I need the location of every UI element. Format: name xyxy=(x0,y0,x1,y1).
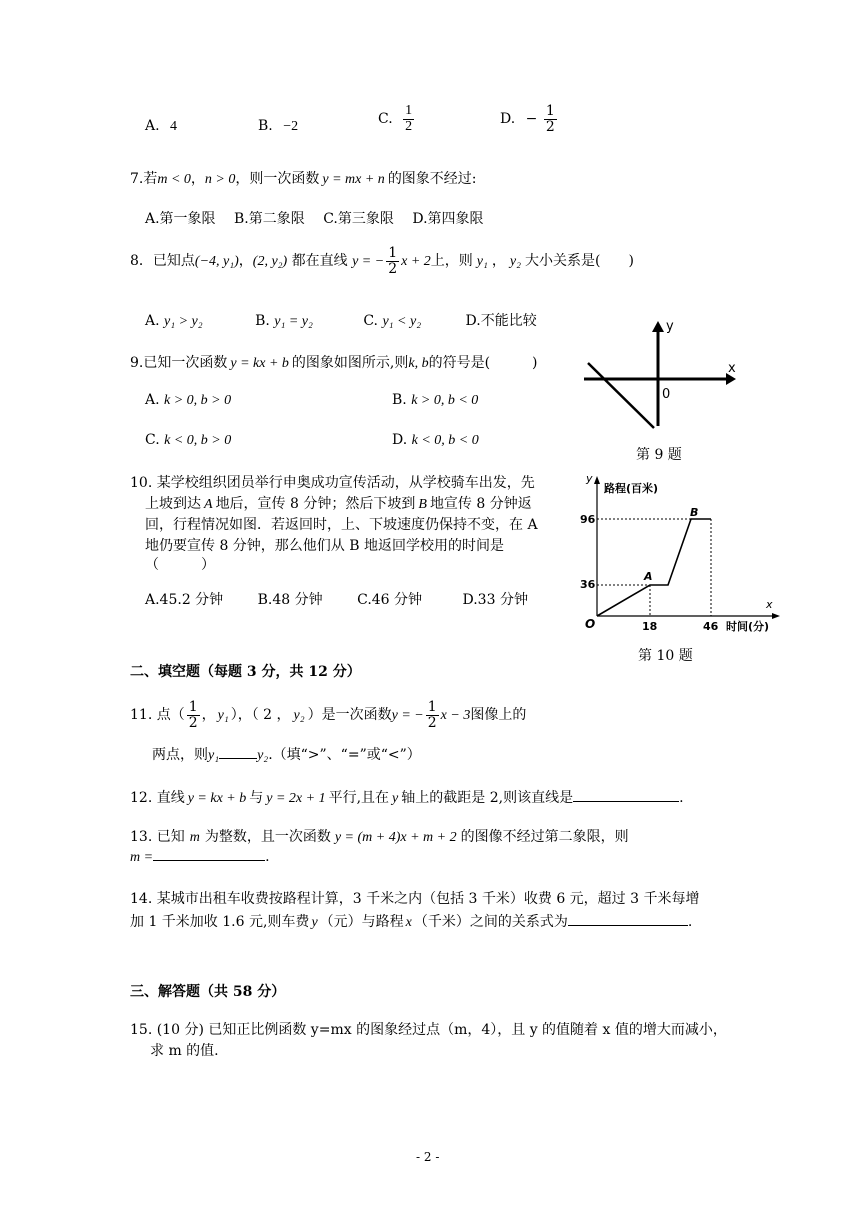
q10-line1: 10. 某学校组织团员举行申奥成功宣传活动，从学校骑车出发，先 xyxy=(130,475,535,491)
option-label: A. xyxy=(145,118,160,134)
y-axis-label: y xyxy=(586,472,593,485)
text: 都在直线 xyxy=(291,253,348,270)
origin-label: 0 xyxy=(662,387,671,402)
math: m < 0 xyxy=(157,172,191,187)
text: 的符号是( ) xyxy=(428,355,538,371)
fraction xyxy=(187,700,200,730)
math: y₁ xyxy=(208,748,220,763)
q6-option-a xyxy=(145,118,177,135)
math: y xyxy=(392,791,399,806)
function-line xyxy=(588,363,654,428)
option: B.第二象限 xyxy=(234,211,305,227)
fraction xyxy=(386,246,399,276)
math: n > 0 xyxy=(204,172,236,187)
page-number: - 2 - xyxy=(416,1150,440,1164)
option xyxy=(255,313,313,329)
q11-line1 xyxy=(130,700,526,730)
route-line xyxy=(597,519,711,616)
option xyxy=(466,313,537,329)
option-label: A. xyxy=(145,313,160,329)
fraction xyxy=(403,104,414,134)
q6-option-b xyxy=(258,118,298,135)
section-3-title: 三、解答题（共 58 分） xyxy=(130,984,286,1000)
y-axis-label: y xyxy=(666,319,674,334)
q7-stem xyxy=(130,168,477,188)
option-expr: y₁ > y₂ xyxy=(164,314,203,329)
text: . xyxy=(265,849,270,865)
minus-sign: − xyxy=(525,111,538,128)
math: y = kx + b xyxy=(187,791,247,806)
fraction-denominator: 2 xyxy=(388,260,398,277)
text: 加 1 千米加收 1.6 元,则车费 xyxy=(130,914,310,930)
text: 图像上的 xyxy=(470,707,527,724)
q6-option-d xyxy=(500,104,559,134)
q9-option-b xyxy=(392,392,478,409)
answer-blank[interactable] xyxy=(219,758,257,759)
q13-line1 xyxy=(130,826,629,846)
q10-options xyxy=(145,589,528,609)
text: 为整数，且一次函数 xyxy=(204,829,331,845)
option-label: C. xyxy=(378,111,393,128)
option-label: D. xyxy=(392,432,408,448)
option-label: B. xyxy=(255,313,270,329)
math: y = mx + n xyxy=(322,172,385,187)
q10-line4: 地仍要宣传 8 分钟，那么他们从 B 地返回学校用的时间是 xyxy=(145,538,504,554)
q15-line2: 求 m 的值. xyxy=(150,1043,219,1059)
math: y₂ xyxy=(257,748,269,763)
q9-option-a xyxy=(145,392,231,409)
math: y = 2x + 1 xyxy=(266,791,326,806)
q8-stem xyxy=(130,246,634,276)
text: 11. 点（ xyxy=(130,707,185,724)
fraction-denominator: 2 xyxy=(188,714,198,731)
origin-label: O xyxy=(585,617,596,631)
x-axis-label: x xyxy=(728,361,736,376)
math: (2, y₂) xyxy=(252,254,288,270)
text: 8．已知点 xyxy=(130,253,195,270)
option-expr: k < 0, b < 0 xyxy=(411,433,479,448)
option: C.第三象限 xyxy=(323,211,394,227)
math: B xyxy=(418,497,427,512)
option-expr: y₁ < y₂ xyxy=(382,314,422,329)
math: y₁ xyxy=(476,254,488,270)
text: 大小关系是( ) xyxy=(524,253,634,270)
q9-option-c xyxy=(145,432,231,449)
text: 与 xyxy=(249,790,264,806)
option: C.46 分钟 xyxy=(357,592,423,608)
math: k, b xyxy=(408,356,429,371)
text: ）是一次函数 xyxy=(307,707,392,724)
option-label: C. xyxy=(145,432,160,448)
q10-line5: （ ） xyxy=(145,557,215,573)
text: 平行,且在 xyxy=(328,790,390,806)
option-label: A. xyxy=(145,392,160,408)
text: 两点，则 xyxy=(152,747,208,763)
tick-36: 36 xyxy=(580,578,596,591)
option-expr: y₁ = y₂ xyxy=(274,314,313,329)
tick-46: 46 xyxy=(703,620,719,633)
fraction xyxy=(544,104,557,134)
text: 13. 已知 xyxy=(130,829,185,845)
y-axis-arrow xyxy=(652,321,664,332)
math: (−4, y₁) xyxy=(194,254,239,270)
q9-option-d xyxy=(392,432,479,449)
math: y = − xyxy=(391,708,424,724)
option: D.33 分钟 xyxy=(462,592,528,608)
text: ， xyxy=(201,707,216,724)
answer-blank[interactable] xyxy=(573,801,679,802)
q12 xyxy=(130,787,684,807)
fraction-denominator: 2 xyxy=(545,118,555,135)
fraction-numerator: 1 xyxy=(388,245,398,261)
fraction-denominator: 2 xyxy=(405,118,413,134)
math: y₂ xyxy=(509,254,521,270)
option xyxy=(363,313,421,329)
q15-line1: 15. (10 分) 已知正比例函数 y=mx 的图象经过点（m，4），且 y 的值随着 x 值的增大而减小， xyxy=(130,1022,727,1038)
q10-caption: 第 10 题 xyxy=(638,648,693,664)
math: y = − xyxy=(352,254,385,270)
fraction-denominator: 2 xyxy=(427,714,437,731)
answer-blank[interactable] xyxy=(568,925,688,926)
option-label: B. xyxy=(258,118,273,134)
option-expr: k < 0, b > 0 xyxy=(164,433,232,448)
text: 7.若 xyxy=(130,171,158,187)
text: （元）与路程 xyxy=(319,914,404,930)
math: x xyxy=(405,915,412,930)
option: A.45.2 分钟 xyxy=(145,592,224,608)
math: y xyxy=(311,915,318,930)
q11-line2 xyxy=(152,744,421,764)
option-value: 4 xyxy=(170,119,178,134)
y-axis-title: 路程(百米) xyxy=(604,482,659,495)
q13-line2 xyxy=(130,849,270,866)
text: 12. 直线 xyxy=(130,790,185,806)
q9-caption: 第 9 题 xyxy=(636,447,682,463)
math: y₁ xyxy=(217,708,229,724)
section-2-title: 二、填空题（每题 3 分，共 12 分） xyxy=(130,664,361,680)
option-expr: k > 0, b > 0 xyxy=(164,393,232,408)
option: B.48 分钟 xyxy=(257,592,323,608)
q9-stem xyxy=(130,352,538,372)
text: 地后，宣传 8 分钟；然后下坡到 xyxy=(215,496,416,512)
option: D.第四象限 xyxy=(412,211,484,227)
option-value: −2 xyxy=(283,119,299,134)
text: （千米）之间的关系式为 xyxy=(413,914,568,930)
text: 9.已知一次函数 xyxy=(130,355,228,371)
text: 的图像不经过第二象限，则 xyxy=(460,829,629,845)
q10-line2 xyxy=(145,493,532,513)
text: 上坡到达 xyxy=(145,496,201,512)
q10-figure xyxy=(580,468,800,640)
math: y = kx + b xyxy=(230,356,289,371)
q10-line3: 回，行程情况如图．若返回时，上、下坡速度仍保持不变，在 A xyxy=(145,517,538,533)
text: ， xyxy=(491,253,506,270)
text: 的图象不经过: xyxy=(387,171,477,187)
q14-line2 xyxy=(130,911,692,931)
text: 上，则 xyxy=(430,253,473,270)
text: ， xyxy=(238,253,253,270)
math: x − 3 xyxy=(440,708,471,724)
text: . xyxy=(687,914,693,930)
math: x + 2 xyxy=(401,254,431,270)
math: A xyxy=(204,497,213,512)
q14-line1: 14. 某城市出租车收费按路程计算，3 千米之内（包括 3 千米）收费 6 元，超过 3 千米每增 xyxy=(130,891,700,907)
answer-blank[interactable] xyxy=(153,860,265,861)
point-a-label: A xyxy=(644,570,653,583)
math: m xyxy=(189,830,200,845)
option-label: B. xyxy=(392,392,407,408)
fraction xyxy=(426,700,439,730)
text: .（填“>”、“=”或“<”） xyxy=(268,747,421,763)
math: y = (m + 4)x + m + 2 xyxy=(334,830,457,845)
option-expr: k > 0, b < 0 xyxy=(411,393,479,408)
option-label: D. xyxy=(500,111,516,128)
math: m = xyxy=(130,850,154,865)
text: 轴上的截距是 2,则该直线是 xyxy=(401,790,574,806)
q6-option-c xyxy=(378,104,416,134)
text: . xyxy=(679,790,684,806)
option-label: C. xyxy=(363,313,379,329)
fraction-numerator: 1 xyxy=(545,103,555,119)
fraction-numerator: 1 xyxy=(427,699,437,715)
math: y₂ xyxy=(293,708,305,724)
option: A.第一象限 xyxy=(145,211,216,227)
option xyxy=(145,313,203,329)
point-b-label: B xyxy=(690,506,699,519)
tick-96: 96 xyxy=(580,513,596,526)
text: 地宣传 8 分钟返 xyxy=(429,496,532,512)
tick-18: 18 xyxy=(642,620,658,633)
q8-options xyxy=(145,310,537,330)
q9-figure xyxy=(580,318,740,430)
text: ），（ 2 ， xyxy=(230,707,291,724)
text: 的图象如图所示,则 xyxy=(291,355,409,371)
y-axis-arrow xyxy=(594,476,600,484)
x-axis-arrow xyxy=(772,613,780,619)
text: ，则一次函数 xyxy=(235,171,320,187)
x-axis-label: x xyxy=(766,598,773,611)
text: ， xyxy=(190,171,205,187)
fraction-numerator: 1 xyxy=(188,699,198,715)
x-axis-title: 时间(分) xyxy=(726,620,770,633)
q7-options xyxy=(145,208,484,228)
option-label: D.不能比较 xyxy=(465,313,537,329)
fraction-numerator: 1 xyxy=(405,103,413,118)
